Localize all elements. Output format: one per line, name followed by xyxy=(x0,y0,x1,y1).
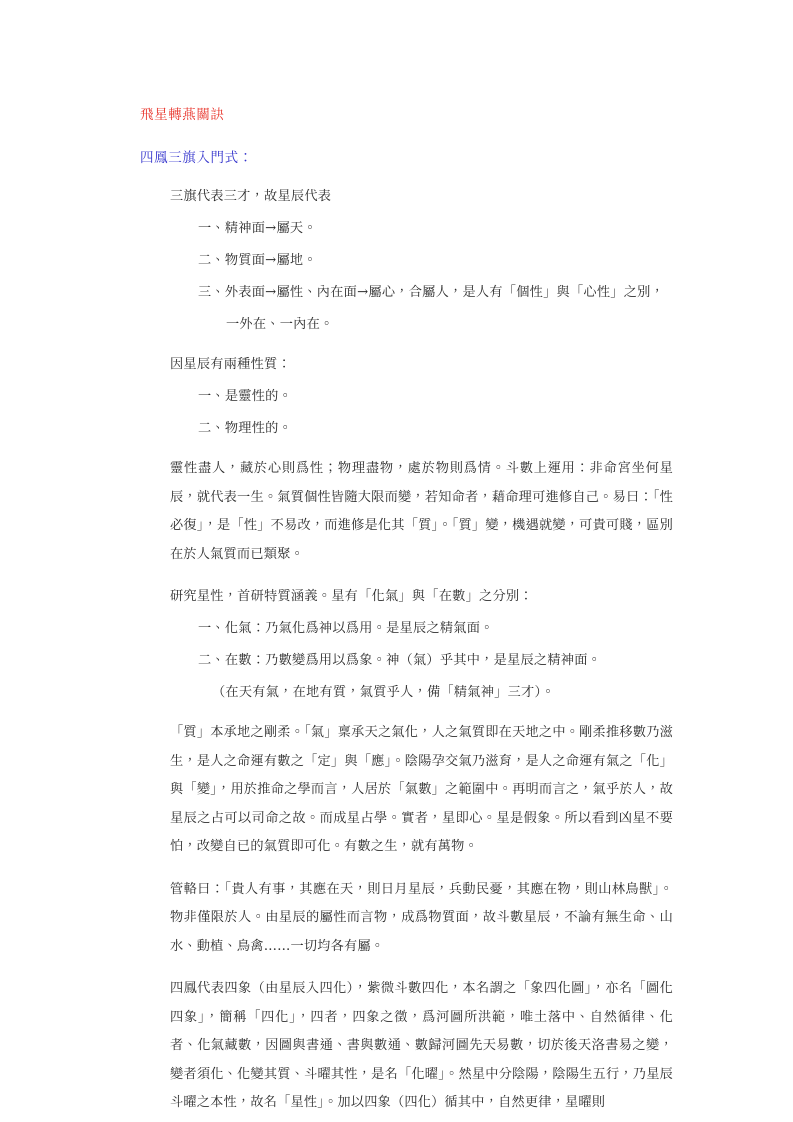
body-paragraph: 「質」本承地之剛柔。「氣」稟承天之氣化，人之氣質即在天地之中。剛柔推移數乃滋生，是人之命運有數之「定」與「應」。陰陽孕交氣乃滋育，是人之命運有氣之「化」與「變」，用於推命之學而言，人居於「氣數」之範圍中。再明而言之，氣乎於人，故星辰之占可以司命之故。而成星占學。實者，星即心。星是假象。所以看到凶星不要怕，改變自已的氣質即可化。有數之生，就有萬物。 xyxy=(170,725,673,854)
three-flags-lead: 三旗代表三才，故星辰代表 xyxy=(170,189,332,204)
list-item: 三、外表面→屬性、內在面→屬心，合屬人，是人有「個性」與「心性」之別， xyxy=(198,285,665,300)
section-three-flags xyxy=(140,183,673,339)
section-star-nature xyxy=(140,583,673,707)
list-item: 二、物理性的。 xyxy=(198,421,293,436)
star-nature-lead: 研究星性，首研特質涵義。星有「化氣」與「在數」之分別： xyxy=(170,589,533,604)
list-item: 一、是靈性的。 xyxy=(198,389,293,404)
section-four-phoenix xyxy=(140,975,673,1118)
section-spiritual-physical xyxy=(140,455,673,569)
list-item-continuation: 一外在、一內在。 xyxy=(226,317,334,332)
list-item: 一、精神面→屬天。 xyxy=(198,221,317,236)
page-title: 飛星轉燕關訣 xyxy=(140,107,225,123)
body-paragraph: 靈性盡人，藏於心則爲性；物理盡物，處於物則爲情。斗數上運用：非命宮坐何星辰，就代表一生。氣質個性皆隨大限而變，若知命者，藉命理可進修自己。易曰：「性必復」，是「性」不易改，而進修是化其「質」。「質」變，機遇就變，可貴可賤，區別在於人氣質而已類聚。 xyxy=(170,461,673,562)
list-item-note: （在天有氣，在地有質，氣質乎人，備「精氣神」三才）。 xyxy=(212,685,555,700)
section-quality-qi xyxy=(140,719,673,862)
section-two-natures xyxy=(140,351,673,443)
body-paragraph: 四鳳代表四象（由星辰入四化），紫微斗數四化，本名謂之「象四化圖」，亦名「圖化四象」，簡稱「四化」，四者，四象之徵，爲河圖所洪範，唯土落中、自然循律、化者、化氣藏數，因圖與書通、書與數通、數歸河圖先天易數，切於後天洛書易之變，變者須化、化變其質、斗曜其性，是名「化曜」。然星中分陰陽，陰陽生五行，乃星辰斗曜之本性，故名「星性」。加以四象（四化）循其中，自然更律，星曜則 xyxy=(170,981,673,1110)
two-natures-lead: 因星辰有兩種性質： xyxy=(170,357,291,372)
list-item: 二、在數：乃數變爲用以爲象。神（氣）乎其中，是星辰之精神面。 xyxy=(198,653,602,668)
body-paragraph: 管輅曰：「貴人有事，其應在天，則日月星辰，兵動民憂，其應在物，則山林鳥獸」。物非僅限於人。由星辰的屬性而言物，成爲物質面，故斗數星辰，不論有無生命、山水、動植、鳥禽……一切均各有屬。 xyxy=(170,881,673,954)
section-guan-lu xyxy=(140,876,673,962)
section-heading-intro: 四鳳三旗入門式： xyxy=(140,150,253,166)
list-item: 二、物質面→屬地。 xyxy=(198,253,317,268)
list-item: 一、化氣：乃氣化爲神以爲用。是星辰之精氣面。 xyxy=(198,621,494,636)
